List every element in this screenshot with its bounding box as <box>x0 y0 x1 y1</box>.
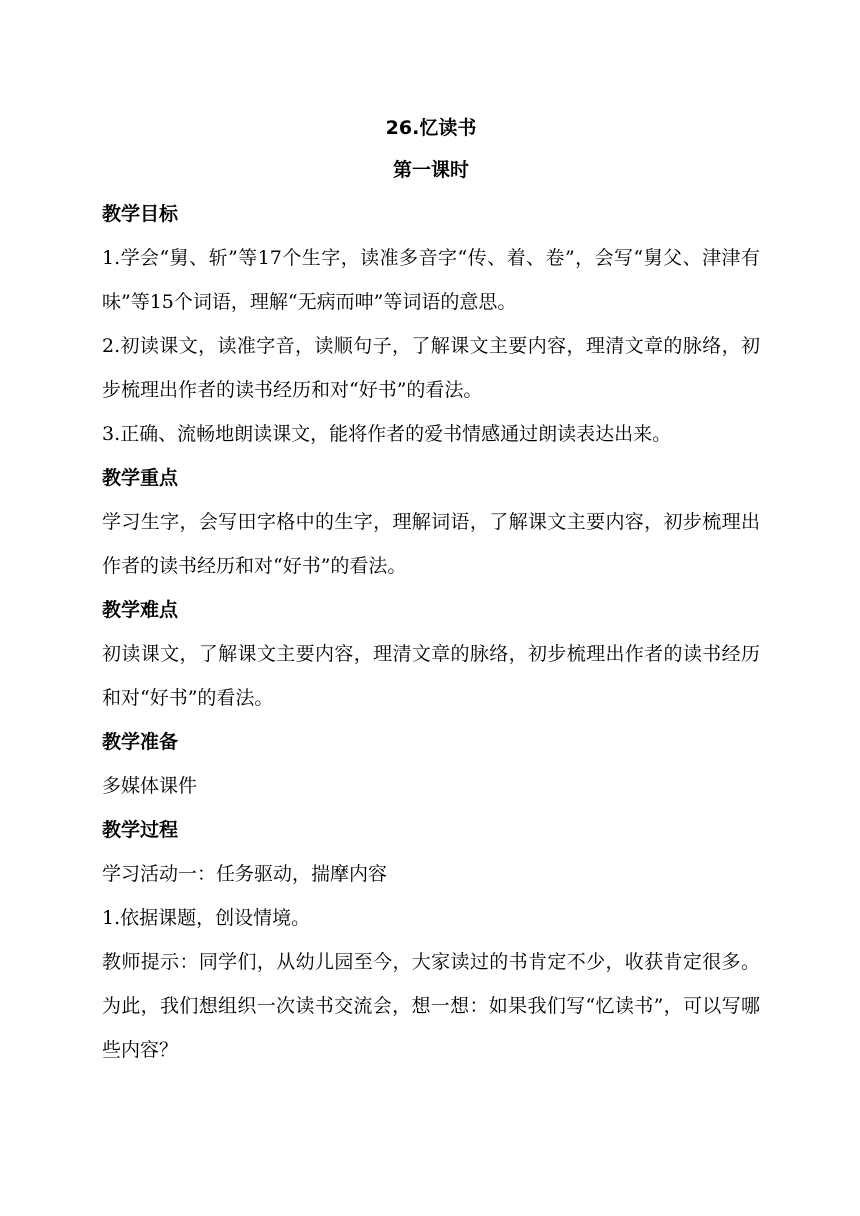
paragraph: 1.学会“舅、斩”等17个生字，读准多音字“传、着、卷”，会写“舅父、津津有味”等15个词语，理解“无病而呻”等词语的意思。 <box>102 247 760 313</box>
section-heading: 教学难点 <box>102 599 179 621</box>
paragraph: 学习活动一：任务驱动，揣摩内容 <box>102 863 388 885</box>
paragraph: 学习生字，会写田字格中的生字，理解词语，了解课文主要内容，初步梳理出作者的读书经历和对“好书”的看法。 <box>102 511 760 577</box>
section-heading: 教学过程 <box>102 819 179 841</box>
section-heading: 教学准备 <box>102 731 179 753</box>
section-heading: 教学目标 <box>102 203 179 225</box>
paragraph: 3.正确、流畅地朗读课文，能将作者的爱书情感通过朗读表达出来。 <box>102 423 672 445</box>
paragraph: 2.初读课文，读准字音，读顺句子，了解课文主要内容，理清文章的脉络，初步梳理出作者的读书经历和对“好书”的看法。 <box>102 335 760 401</box>
document-subtitle: 第一课时 <box>392 159 469 181</box>
paragraph: 多媒体课件 <box>102 775 198 797</box>
document-page <box>102 108 760 1072</box>
document-title: 26.忆读书 <box>385 117 477 139</box>
section-heading: 教学重点 <box>102 467 179 489</box>
section-objectives <box>102 192 760 456</box>
paragraph: 初读课文，了解课文主要内容，理清文章的脉络，初步梳理出作者的读书经历和对“好书”的看法。 <box>102 643 760 709</box>
section-difficulties <box>102 588 760 720</box>
section-process <box>102 808 760 1072</box>
section-key-points <box>102 456 760 588</box>
section-preparation <box>102 720 760 808</box>
paragraph: 1.依据课题，创设情境。 <box>102 907 311 929</box>
paragraph: 教师提示：同学们，从幼儿园至今，大家读过的书肯定不少，收获肯定很多。为此，我们想组织一次读书交流会，想一想：如果我们写“忆读书”，可以写哪些内容？ <box>102 951 760 1061</box>
